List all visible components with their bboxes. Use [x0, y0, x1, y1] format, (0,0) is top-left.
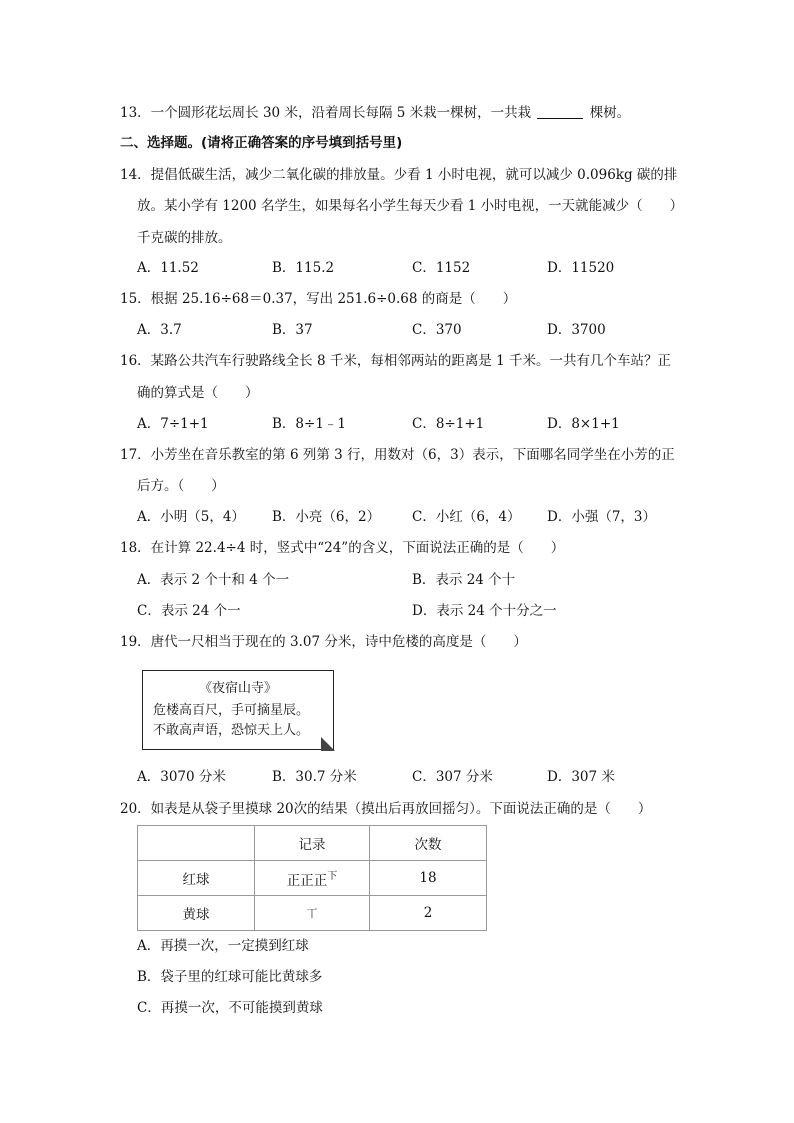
q19-option-c[interactable]: C．307 分米: [412, 769, 493, 785]
row-label: 黄球: [138, 896, 255, 931]
q17-option-b[interactable]: B．小亮（6，2）: [272, 509, 381, 525]
q13-text-end: 棵树。: [589, 105, 631, 121]
tally-marks: 正正正: [286, 873, 328, 889]
question-16-line1: 16．某路公共汽车行驶路线全长 8 千米，每相邻两站的距离是 1 千米。一共有几个车站？正: [120, 353, 672, 369]
page-fold-corner: [321, 737, 335, 751]
q15-option-d[interactable]: D．3700: [547, 322, 606, 338]
q16-option-d[interactable]: D．8×1+1: [547, 416, 620, 432]
q16-option-b[interactable]: B．8÷1﹣1: [272, 416, 346, 432]
answer-blank[interactable]: [537, 104, 583, 119]
q19-option-b[interactable]: B．30.7 分米: [272, 769, 357, 785]
q18-option-a[interactable]: A．表示 2 个十和 4 个一: [137, 572, 290, 588]
q14-option-d[interactable]: D．11520: [547, 260, 615, 276]
poem-line-2: 不敢高声语，恐惊天上人。: [153, 723, 310, 738]
table-header-row: [138, 826, 487, 861]
question-17-line2: 后方。（ ）: [137, 478, 225, 494]
q20-option-a[interactable]: A．再摸一次，一定摸到红球: [137, 938, 309, 954]
q18-option-c[interactable]: C．表示 24 个一: [137, 603, 241, 619]
question-13: [120, 103, 630, 123]
q18-option-d[interactable]: D．表示 24 个十分之一: [412, 603, 557, 619]
q17-option-c[interactable]: C．小红（6，4）: [412, 509, 521, 525]
q14-option-a[interactable]: A．11.52: [137, 260, 199, 276]
row-label: 红球: [138, 861, 255, 896]
poem-line-1: 危楼高百尺，手可摘星辰。: [153, 703, 310, 718]
q19-option-a[interactable]: A．3070 分米: [137, 769, 226, 785]
section-title: 二、选择题。(请将正确答案的序号填到括号里): [120, 135, 403, 151]
question-16-line2: 确的算式是（ ）: [137, 385, 259, 401]
question-19-line1: 19．唐代一尺相当于现在的 3.07 分米，诗中危楼的高度是（ ）: [120, 634, 527, 650]
q17-option-a[interactable]: A．小明（5，4）: [137, 509, 245, 525]
question-17-line1: 17．小芳坐在音乐教室的第 6 列第 3 行，用数对（6，3）表示，下面哪名同学坐在小芳的正: [120, 447, 675, 463]
tally-partial: 丅: [306, 907, 318, 920]
question-14-line3: 千克碳的排放。: [137, 230, 232, 246]
q20-option-c[interactable]: C．再摸一次，不可能摸到黄球: [137, 1000, 323, 1016]
q14-option-c[interactable]: C．1152: [412, 260, 471, 276]
q15-option-c[interactable]: C．370: [412, 322, 462, 338]
poem-card: [142, 670, 334, 750]
question-15-line1: 15．根据 25.16÷68＝0.37，写出 251.6÷0.68 的商是（ ）: [120, 291, 517, 307]
q19-option-d[interactable]: D．307 米: [547, 769, 615, 785]
table-header-cell: 记录: [255, 826, 370, 861]
q14-option-b[interactable]: B．115.2: [272, 260, 335, 276]
count-cell: 18: [370, 861, 487, 896]
q16-option-a[interactable]: A．7÷1+1: [137, 416, 209, 432]
question-14-line1: 14．提倡低碳生活，减少二氧化碳的排放量。少看 1 小时电视，就可以减少 0.096kg 碳的排: [120, 167, 678, 183]
table-row: [138, 896, 487, 931]
q16-option-c[interactable]: C．8÷1+1: [412, 416, 485, 432]
q20-option-b[interactable]: B．袋子里的红球可能比黄球多: [137, 969, 323, 985]
poem-title: 《夜宿山寺》: [198, 681, 277, 696]
tally-partial: 下: [327, 871, 338, 882]
table-header-cell: 次数: [370, 826, 487, 861]
q15-option-a[interactable]: A．3.7: [137, 322, 182, 338]
question-14-line2: 放。某小学有 1200 名学生，如果每名小学生每天少看 1 小时电视，一天就能减少（ ）: [137, 198, 684, 214]
q17-option-d[interactable]: D．小强（7，3）: [547, 509, 657, 525]
question-18-line1: 18．在计算 22.4÷4 时，竖式中“24”的含义，下面说法正确的是（ ）: [120, 540, 565, 556]
q18-option-b[interactable]: B．表示 24 个十: [412, 572, 516, 588]
tally-cell: [255, 896, 370, 931]
q13-text: 13．一个圆形花坛周长 30 米，沿着周长每隔 5 米栽一棵树，一共栽: [120, 105, 532, 121]
table-header-cell: [138, 826, 255, 861]
table-row: [138, 861, 487, 896]
count-cell: 2: [370, 896, 487, 931]
tally-cell: [255, 861, 370, 896]
question-20-line1: 20．如表是从袋子里摸球 20次的结果（摸出后再放回摇匀）。下面说法正确的是（ ）: [120, 801, 652, 817]
q15-option-b[interactable]: B．37: [272, 322, 313, 338]
results-table: [137, 825, 487, 931]
